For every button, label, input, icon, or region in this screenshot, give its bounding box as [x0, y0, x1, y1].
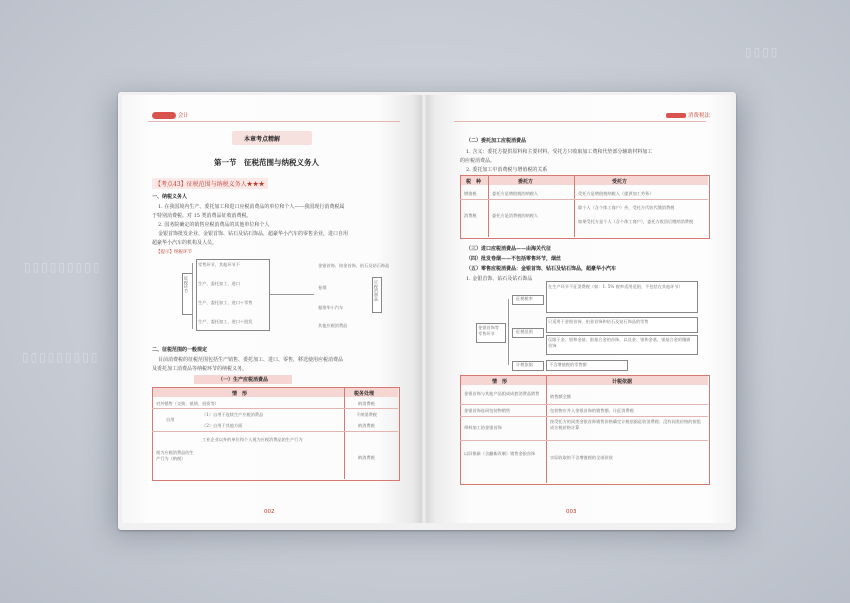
- left-tip: 【提示】纳税环节: [156, 250, 192, 255]
- t1-r2-a: 消费税: [464, 213, 477, 218]
- left-h1: 一、纳税义务人: [152, 194, 188, 200]
- t1-r1-a: 增值税: [464, 191, 477, 196]
- right-table-1-head: [461, 176, 708, 185]
- right-p1b: 的应税消费品。: [460, 158, 496, 164]
- diagram-left-1: 零售环节，其他环节不: [198, 262, 240, 267]
- left-p1: 1. 在我国境内生产、委托加工和进口应税消费品的单位和个人——我国现行消费税属: [158, 204, 345, 210]
- diagram-left-box: [196, 259, 270, 331]
- section-title: 第一节 征税范围与纳税义务人: [214, 158, 319, 167]
- t2-head-1: 情 形: [492, 379, 508, 385]
- left-p1b: 于特别消费税。对 15 类消费品征收消费税。: [152, 213, 252, 219]
- publisher-logo: [152, 112, 176, 119]
- right-h1: （二）委托加工应税消费品: [466, 138, 527, 144]
- right-page: [426, 95, 732, 523]
- t2-r4-b: 实际收取的不含增值税的全部价款: [550, 455, 613, 460]
- t1-head-2: 委托方: [518, 179, 534, 185]
- exam-point: 【考点43】征税范围与纳税义务人★★★: [152, 178, 268, 189]
- right-h3: （四）批发卷烟——不包括零售环节，烟丝: [466, 256, 562, 262]
- r-diagram-note-3-text: 仅限于金、银和金基、银基合金的首饰，以及金、银和金基、银基合金的镶嵌首饰: [548, 337, 691, 348]
- diagram-left-2: 生产、委托加工、进口: [198, 281, 240, 286]
- t2-r2-b: 包装物应并入金银首饰的销售额，计征消费税: [550, 408, 634, 413]
- watermark-bottom: ▯▯▯▯▯▯▯▯▯: [22, 350, 100, 364]
- right-page-number: 003: [566, 509, 577, 515]
- right-p1: 1. 含义：委托方提供原料和主要材料，受托方只收取加工费和代垫部分辅助材料加工: [466, 149, 653, 155]
- t2-r2-a: 金银首饰连同包装物销售: [464, 408, 511, 413]
- diagram-right-2: 卷烟: [318, 285, 327, 290]
- diagram-arrow: [270, 294, 314, 295]
- watermark-right: ▯▯▯▯: [745, 45, 780, 59]
- left-h2: 二、征税范围的一般规定: [152, 347, 208, 353]
- left-page-number: 002: [264, 509, 275, 515]
- left-row-1-val: 纳消费税: [358, 401, 375, 406]
- left-row-3: （2）自用于其他方面: [202, 423, 243, 428]
- left-row-2-val: 不纳消费税: [356, 412, 377, 417]
- watermark-left: ▯▯▯▯▯▯▯▯▯: [24, 260, 102, 274]
- diagram-line: [192, 263, 193, 329]
- r-diagram-note-1-text: 在生产环节不征消费税（如：1. 5% 税率适用范围，不包括在其他环节）: [548, 284, 683, 289]
- diagram-center-label: 应税消费品: [374, 280, 379, 301]
- right-h2: （三）进口应税消费品——由海关代征: [466, 246, 552, 252]
- r-diagram-root-label: 金银首饰等零售环节: [478, 325, 499, 336]
- left-row-4-val: 纳消费税: [358, 455, 375, 460]
- t2-r3-b: 按受托方的同类金银首饰销售价格确定计税依据征收消费税；没有同类价格的按组成计税价格计算: [550, 419, 701, 430]
- diagram-right-1: 金银首饰、铂金首饰、钻石及钻石饰品: [318, 263, 390, 268]
- t1-r2-b: 委托方是消费税的纳税人: [492, 213, 539, 218]
- right-p3: 1. 金银首饰、钻石及钻石饰品: [466, 276, 533, 282]
- left-row-2: （1）自用于连续生产应税消费品: [202, 412, 264, 417]
- right-header: [666, 111, 710, 119]
- diagram-right-3: 超豪华小汽车: [318, 305, 344, 310]
- left-p3b: 超豪华小汽车的机构及人员。: [152, 240, 218, 246]
- t2-r1-a: 金银首饰与其他产品组成成套消费品销售: [464, 391, 540, 396]
- right-header-label: 消费税法: [687, 113, 710, 119]
- left-header: [152, 111, 189, 119]
- left-page: [122, 95, 422, 523]
- diagram-root-label: 征税环节: [184, 276, 189, 293]
- diagram-right-4: 其他应税消费品: [318, 323, 348, 328]
- t1-head-1: 税 种: [466, 179, 482, 185]
- left-row-label-a: 自用: [166, 417, 175, 422]
- left-row-1: 对外销售（交换、抵债、投资等）: [156, 401, 219, 406]
- left-p3: 金银首饰批发企业、金银首饰、钻石及钻石饰品，超豪华小汽车的零售企业，进口自用: [158, 231, 349, 237]
- left-p4b: 及委托加工消费品等纳税环节的纳税义务。: [152, 366, 248, 372]
- r-diagram-spine: [508, 299, 509, 365]
- t1-head-3: 受托方: [612, 179, 628, 185]
- left-row-3-val: 纳消费税: [358, 423, 375, 428]
- header-rule: [148, 121, 400, 122]
- right-header-rule: [454, 121, 706, 122]
- r-diagram-mid-3-label: 计税依据: [516, 362, 533, 367]
- t1-r1-c: 受托方是增值税纳税人（提供加工劳务）: [578, 191, 654, 196]
- t1-col-1: [488, 175, 489, 237]
- r-diagram-mid-1-label: 征税税率: [516, 296, 533, 301]
- t1-col-2: [574, 175, 575, 237]
- t2-r4-a: 以旧换新（含翻新改制）销售金银首饰: [464, 451, 536, 456]
- r-diagram-note-2-text: 只适用于金银首饰、铂金首饰和钻石及钻石饰品的零售: [548, 319, 649, 324]
- r-diagram-tail-text: 不含增值税的零售额: [549, 362, 587, 367]
- left-p4: 目前消费税的征税范围包括生产销售、委托加工、进口、零售，移送使用应税消费品: [158, 357, 344, 363]
- right-p2: 2. 委托加工中消费税与增值税的关系: [466, 167, 548, 173]
- diagram-left-4: 生产、委托加工、进口＋批发: [198, 319, 253, 324]
- diagram-left-3: 生产、委托加工、进口＋零售: [198, 300, 253, 305]
- chapter-title: 本章考点精解: [244, 136, 281, 143]
- left-table-head-2: 税务处理: [354, 391, 375, 397]
- r-diagram-mid-2-label: 征税范围: [516, 329, 533, 334]
- left-p2: 2. 国务院确定的销售应税消费品的其他单位和个人: [158, 222, 270, 228]
- left-row-4: 工业企业以外的单位和个人视为应税消费品的生产行为: [202, 437, 303, 442]
- left-table-head-1: 情 形: [232, 391, 248, 397]
- right-h4: （五）零售应税消费品：金银首饰、钻石及钻石饰品，超豪华小汽车: [466, 266, 617, 272]
- t2-col: [546, 375, 547, 483]
- t1-r1-b: 委托方是增值税的纳税人: [492, 191, 539, 196]
- left-header-label: 会计: [177, 113, 189, 119]
- t2-head-2: 计税依据: [612, 379, 633, 385]
- left-row-label-b: 视为应税消费品的生产行为（纳税）: [156, 450, 194, 461]
- subtable-title: （一）生产应税消费品: [194, 375, 292, 384]
- t2-r1-b: 销售额全额: [550, 394, 571, 399]
- chapter-badge: [666, 113, 686, 118]
- t1-r2-c: 除个人（含个体工商户）外，受托方代收代缴消费税: [578, 205, 675, 210]
- t1-r3-c: 如果受托方是个人（含个体工商户），委托方收回后缴纳消费税: [578, 219, 694, 224]
- left-table-col: [344, 387, 345, 479]
- t2-r3-a: 带料加工的金银首饰: [464, 425, 502, 430]
